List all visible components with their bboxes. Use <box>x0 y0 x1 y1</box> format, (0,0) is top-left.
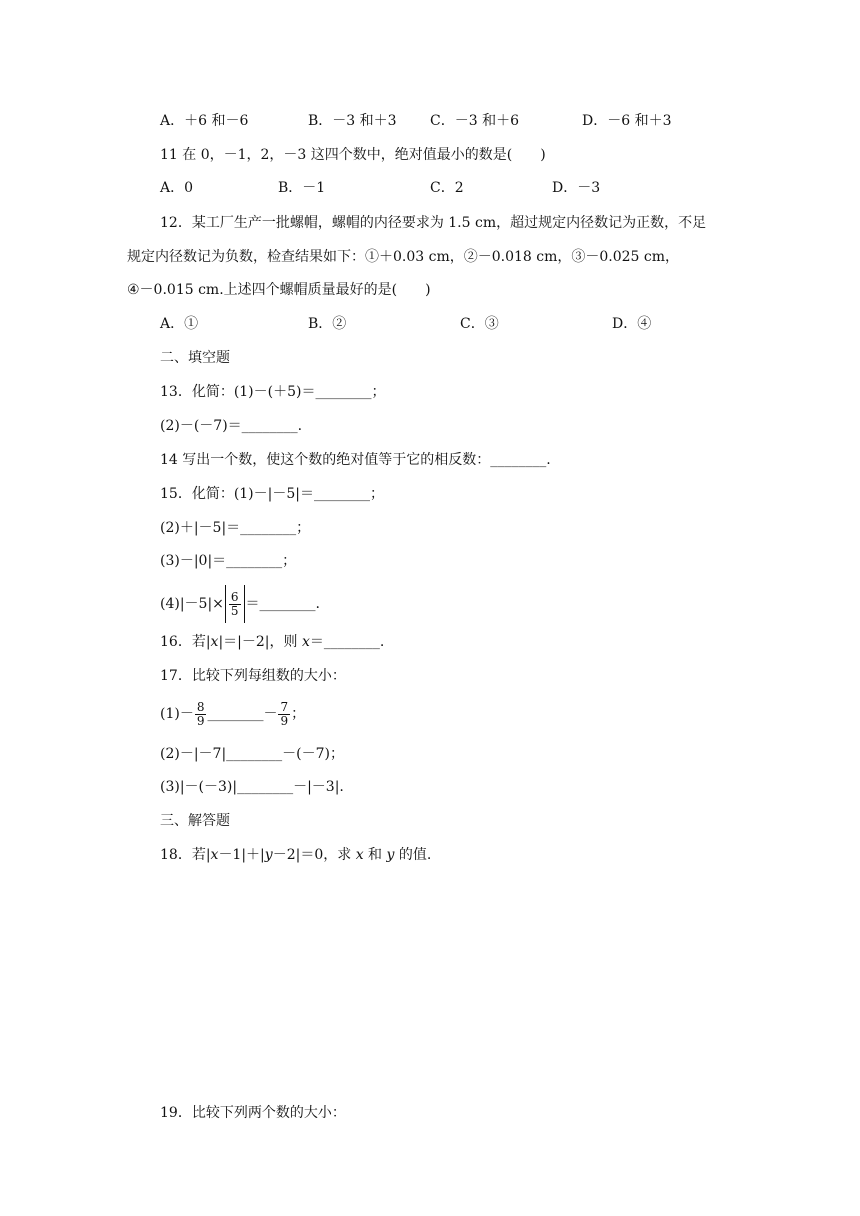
fraction-denominator: 9 <box>280 713 289 728</box>
var-y: y <box>386 847 395 863</box>
q19-stem: 19．比较下列两个数的大小： <box>160 1105 346 1121</box>
fraction-numerator: 6 <box>230 589 239 604</box>
q17-part1 <box>160 696 305 732</box>
q15-line2: (2)＋|－5|＝________； <box>160 520 311 536</box>
var-x: x <box>210 634 219 650</box>
q11-stem: 11 在 0，－1，2，－3 这四个数中，绝对值最小的数是( ) <box>160 147 546 163</box>
q16-prefix: 16．若| <box>160 634 211 650</box>
q11-option-a: A．0 <box>160 180 194 196</box>
q17-p1-blank: ________－ <box>207 706 278 722</box>
q18-mid1: －1|＋| <box>218 847 265 863</box>
q15-line4-suffix: ＝________. <box>245 596 320 612</box>
q18-mid2: －2|＝0，求 <box>272 847 356 863</box>
var-x: x <box>301 634 310 650</box>
fraction-denominator: 5 <box>230 603 239 618</box>
q17-p1-prefix: (1)－ <box>160 706 194 722</box>
q15-line1: 15．化简：(1)－|－5|＝________； <box>160 486 384 502</box>
q15-line3: (3)－|0|＝________； <box>160 553 297 569</box>
q17-part2: (2)－|－7|________－(－7)； <box>160 746 345 762</box>
fraction-denominator: 9 <box>196 713 205 728</box>
q18-suffix: 的值. <box>394 847 432 863</box>
q12-option-d: D．④ <box>612 316 652 332</box>
q10-option-a: A．＋6 和－6 <box>160 113 249 129</box>
q17-stem: 17．比较下列每组数的大小： <box>160 668 346 684</box>
q10-option-c: C．－3 和＋6 <box>430 113 519 129</box>
q18-prefix: 18．若| <box>160 847 211 863</box>
q15-line4-prefix: (4)|－5|× <box>160 596 224 612</box>
q12-option-a: A．① <box>160 316 199 332</box>
q16-suffix: ＝________. <box>309 634 385 650</box>
q17-part3: (3)|－(－3)|________－|－3|. <box>160 779 344 795</box>
q16-stem <box>160 632 384 652</box>
q10-option-b: B．－3 和＋3 <box>308 113 397 129</box>
fraction-seven-ninths <box>278 701 290 728</box>
q12-line2: 规定内径数记为负数，检查结果如下：①＋0.03 cm，②－0.018 cm，③－0.025 cm， <box>127 249 680 265</box>
q12-option-c: C．③ <box>460 316 499 332</box>
fraction-six-fifths <box>229 591 241 618</box>
q17-p1-suffix: ； <box>291 706 306 722</box>
section-heading-fill-blank: 二、填空题 <box>160 350 230 366</box>
q11-option-c: C．2 <box>430 180 464 196</box>
var-x: x <box>210 847 219 863</box>
q18-stem <box>160 845 431 865</box>
q11-option-d: D．－3 <box>552 180 601 196</box>
q13-line1: 13．化简：(1)－(＋5)＝________； <box>160 384 386 400</box>
section-heading-solve: 三、解答题 <box>160 813 230 829</box>
q15-line4 <box>160 585 320 623</box>
q16-middle: |＝|－2|，则 <box>218 634 302 650</box>
q12-option-b: B．② <box>308 316 347 332</box>
var-y: y <box>264 847 273 863</box>
q12-line1: 12．某工厂生产一批螺帽，螺帽的内径要求为 1.5 cm，超过规定内径数记为正数，不足 <box>160 215 707 231</box>
abs-fraction <box>225 585 245 623</box>
q11-option-b: B．－1 <box>278 180 326 196</box>
var-x: x <box>355 847 364 863</box>
fraction-numerator: 7 <box>280 699 289 714</box>
fraction-eight-ninths <box>195 701 207 728</box>
q18-and: 和 <box>363 847 387 863</box>
q13-line2: (2)－(－7)＝________. <box>160 418 303 434</box>
q12-line3: ④－0.015 cm.上述四个螺帽质量最好的是( ) <box>127 282 431 298</box>
q10-option-d: D．－6 和＋3 <box>582 113 672 129</box>
q14-stem: 14 写出一个数，使这个数的绝对值等于它的相反数：________. <box>160 452 551 468</box>
fraction-numerator: 8 <box>196 699 205 714</box>
